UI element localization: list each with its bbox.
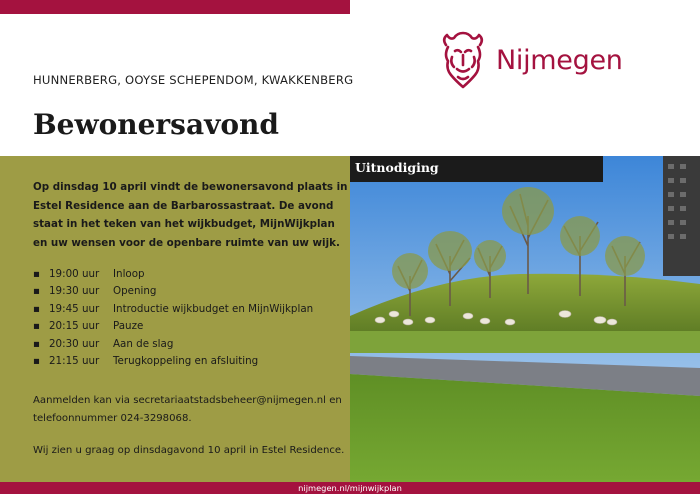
program-activity: Pauze: [113, 320, 144, 333]
lion-crest-icon: [438, 31, 488, 89]
program-time: 20:15 uur: [49, 320, 100, 333]
landscape-photo: [350, 156, 700, 482]
program-time: 21:15 uur: [49, 355, 100, 368]
signup-text: Aanmelden kan via secretariaatstadsbeheer@nijmegen.nl en telefoonnummer 024-3298068.: [33, 395, 342, 424]
logo-wordmark: Nijmegen: [496, 44, 623, 76]
program-activity: Terugkoppeling en afsluiting: [113, 355, 259, 368]
program-item: [33, 301, 313, 318]
program-list: [33, 266, 313, 370]
program-time: 20:30 uur: [49, 337, 100, 350]
program-item: [33, 318, 313, 335]
nijmegen-logo: [438, 30, 628, 90]
bullet-icon: ▪: [33, 285, 40, 298]
closing-text: Wij zien u graag op dinsdagavond 10 april in Estel Residence.: [33, 445, 345, 456]
area-subtitle: HUNNERBERG, OOYSE SCHEPENDOM, KWAKKENBERG: [33, 73, 354, 87]
program-time: 19:00 uur: [49, 268, 100, 280]
bullet-icon: ▪: [33, 302, 40, 315]
program-activity: Inloop: [113, 268, 145, 280]
invitation-label: Uitnodiging: [355, 160, 439, 175]
program-item: [33, 353, 313, 370]
page-title: Bewonersavond: [33, 108, 279, 141]
bullet-icon: ▪: [33, 268, 40, 280]
footer-url[interactable]: nijmegen.nl/mijnwijkplan: [298, 483, 402, 493]
program-item: [33, 336, 313, 353]
intro-paragraph: Op dinsdag 10 april vindt de bewonersavond plaats in Estel Residence aan de Barbarossastraat. De avond staat in het teken van het wijkbudget, MijnWijkplan en uw wensen voor de openbare ruimte van uw wijk.: [33, 181, 348, 249]
bullet-icon: ▪: [33, 355, 40, 368]
program-activity: Opening: [113, 285, 157, 298]
bullet-icon: ▪: [33, 320, 40, 333]
program-item: [33, 266, 313, 283]
program-item: [33, 283, 313, 300]
program-time: 19:45 uur: [49, 302, 100, 315]
program-activity: Aan de slag: [113, 337, 174, 350]
top-accent-bar: [0, 0, 350, 14]
program-time: 19:30 uur: [49, 285, 100, 298]
bullet-icon: ▪: [33, 337, 40, 350]
program-activity: Introductie wijkbudget en MijnWijkplan: [113, 302, 314, 315]
